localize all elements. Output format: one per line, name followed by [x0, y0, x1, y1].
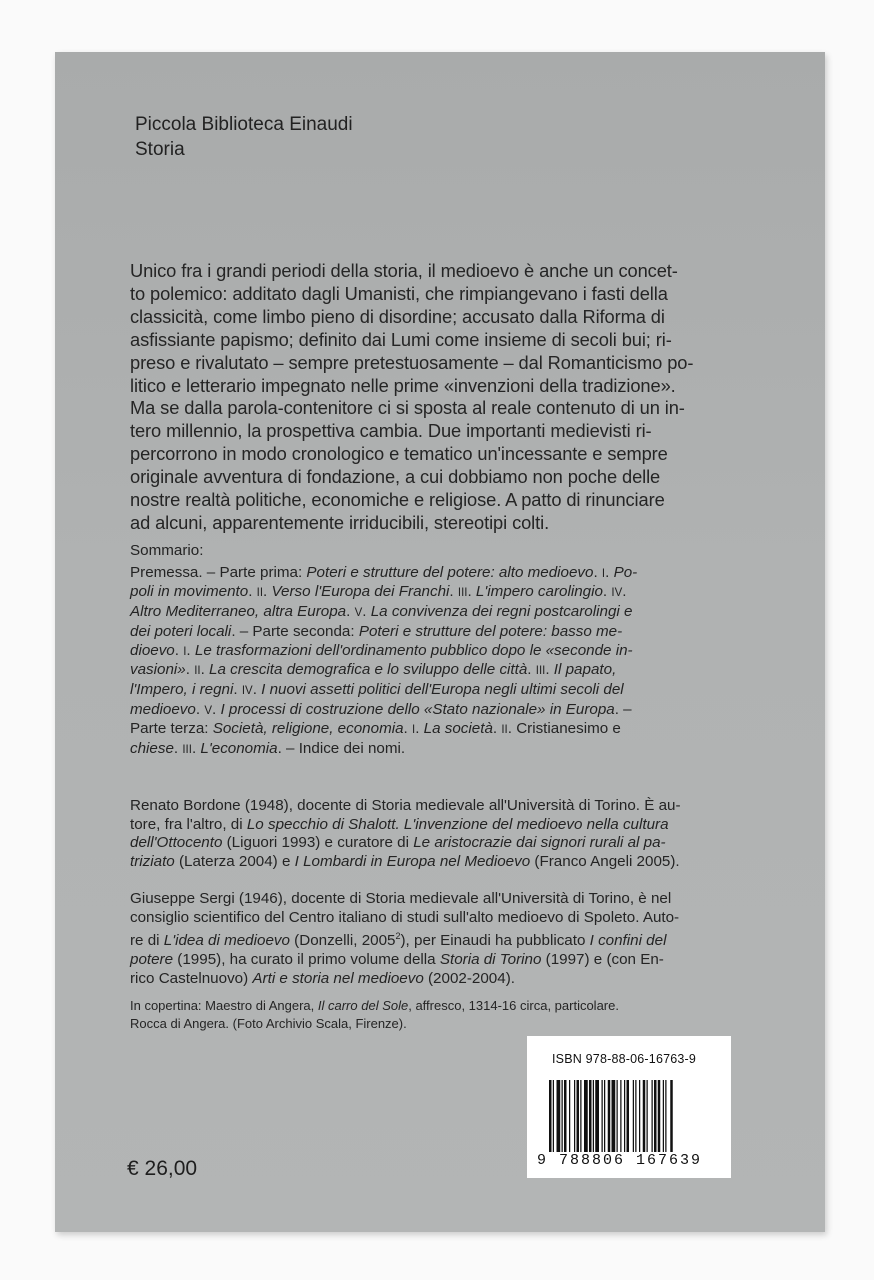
blurb-line: Ma se dalla parola-contenitore ci si sposta al reale contenuto di un in- — [130, 397, 685, 419]
contents-line: Altro Mediterraneo, altra Europa. V. La convivenza dei regni postcarolingi e — [130, 603, 633, 621]
blurb-line: to polemico: additato dagli Umanisti, che rimpiangevano i fasti della — [130, 282, 668, 304]
credits-line: Rocca di Angera. (Foto Archivio Scala, Firenze). — [130, 1015, 407, 1031]
blurb-line: tero millennio, la prospettiva cambia. Due importanti medievisti ri- — [130, 420, 652, 442]
contents-line: vasioni». II. La crescita demografica e lo sviluppo delle città. III. Il papato, — [130, 661, 617, 679]
barcode-icon — [549, 1080, 709, 1152]
blurb-line: percorrono in modo cronologico e tematico un'incessante e sempre — [130, 443, 668, 465]
series-title — [135, 112, 353, 162]
contents-line: Premessa. – Parte prima: Poteri e strutture del potere: alto medioevo. I. Po- — [130, 563, 638, 581]
contents-heading: Sommario: — [130, 542, 204, 559]
bio-line: dell'Ottocento (Liguori 1993) e curatore di Le aristocrazie dai signori rurali al pa- — [130, 834, 666, 852]
contents-line: medioevo. V. I processi di costruzione dello «Stato nazionale» in Europa. – — [130, 700, 632, 718]
blurb-line: nostre realtà politiche, economiche e religiose. A patto di rinunciare — [130, 489, 665, 511]
contents-line: l'Impero, i regni. IV. I nuovi assetti politici dell'Europa negli ultimi secoli del — [130, 680, 624, 698]
cover-credits — [130, 997, 619, 1032]
bio-line: Renato Bordone (1948), docente di Storia medievale all'Università di Torino. È au- — [130, 797, 681, 814]
blurb-line: asfissiante papismo; definito dai Lumi come insieme di secoli bui; ri- — [130, 328, 672, 350]
bio-line: potere (1995), ha curato il primo volume della Storia di Torino (1997) e (con En- — [130, 951, 664, 969]
barcode-panel — [527, 1036, 731, 1178]
bio-line: tore, fra l'altro, di Lo specchio di Shalott. L'invenzione del medioevo nella cultura — [130, 815, 669, 833]
author-bio-bordone — [130, 797, 812, 872]
series-subject: Storia — [135, 139, 185, 160]
bio-line: consiglio scientifico del Centro italiano di studi sull'alto medioevo di Spoleto. Auto- — [130, 908, 680, 926]
blurb-paragraph — [130, 260, 812, 535]
author-bio-sergi — [130, 890, 812, 989]
credits-line: In copertina: Maestro di Angera, Il carro del Sole, affresco, 1314-16 circa, particolare. — [130, 998, 619, 1013]
table-of-contents — [130, 542, 812, 760]
bio-line: Giuseppe Sergi (1946), docente di Storia medievale all'Università di Torino, è nel — [130, 890, 672, 907]
isbn-label: ISBN 978-88-06-16763-9 — [552, 1052, 697, 1066]
contents-line: Parte terza: Società, religione, economia. I. La società. II. Cristianesimo e — [130, 720, 621, 738]
blurb-line: preso e rivalutato – sempre pretestuosamente – dal Romanticismo po- — [130, 351, 694, 373]
contents-line: dei poteri locali. – Parte seconda: Poteri e strutture del potere: basso me- — [130, 622, 623, 640]
back-cover — [55, 52, 825, 1232]
series-name: Piccola Biblioteca Einaudi — [135, 114, 353, 135]
ean-digits: 9 788806 167639 — [537, 1152, 703, 1169]
price-label: € 26,00 — [127, 1157, 198, 1180]
blurb-line: ad alcuni, apparentemente irriducibili, stereotipi colti. — [130, 511, 550, 533]
contents-line: chiese. III. L'economia. – Indice dei nomi. — [130, 740, 406, 758]
blurb-line: classicità, come limbo pieno di disordine; accusato dalla Riforma di — [130, 305, 665, 327]
contents-line: dioevo. I. Le trasformazioni dell'ordinamento pubblico dopo le «seconde in- — [130, 641, 633, 659]
blurb-line: litico e letterario impegnato nelle prime «invenzioni della tradizione». — [130, 374, 676, 396]
blurb-line: originale avventura di fondazione, a cui dobbiamo non poche delle — [130, 466, 661, 488]
contents-line: poli in movimento. II. Verso l'Europa dei Franchi. III. L'impero carolingio. IV. — [130, 583, 627, 601]
blurb-line: Unico fra i grandi periodi della storia, il medioevo è anche un concet- — [130, 260, 678, 281]
bio-line: re di L'idea di medioevo (Donzelli, 2005$^2$), per Einaudi ha pubblicato I confini del — [130, 931, 667, 950]
bio-line: triziato (Laterza 2004) e I Lombardi in Europa nel Medioevo (Franco Angeli 2005). — [130, 853, 680, 871]
bio-line: rico Castelnuovo) Arti e storia nel medioevo (2002-2004). — [130, 969, 515, 987]
